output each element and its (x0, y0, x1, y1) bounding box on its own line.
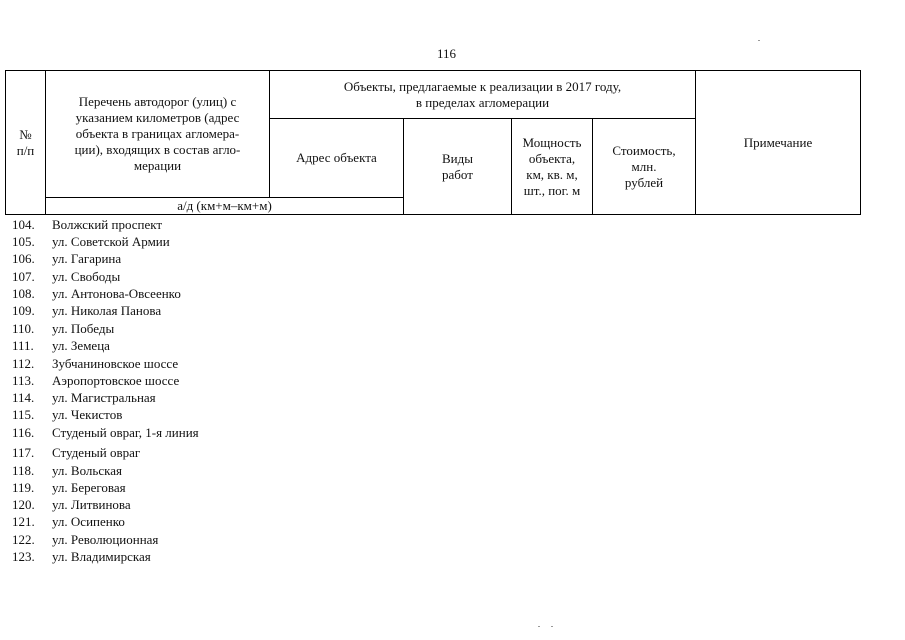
list-item (12, 479, 126, 496)
list-item (12, 320, 114, 337)
row-number: 105. (12, 234, 35, 249)
road-name: Студеный овраг, 1-я линия (52, 425, 199, 440)
road-name: ул. Вольская (52, 463, 122, 478)
row-number: 123. (12, 549, 35, 564)
list-item (12, 268, 120, 285)
list-item (12, 531, 158, 548)
road-name: ул. Антонова-Овсеенко (52, 286, 181, 301)
row-number: 121. (12, 514, 35, 529)
road-name: ул. Свободы (52, 269, 121, 284)
road-name: Волжский проспект (52, 217, 163, 232)
row-number: 109. (12, 303, 35, 318)
header-border-bottom (5, 214, 861, 215)
page-number: 116 (437, 46, 457, 61)
road-name: ул. Осипенко (52, 514, 125, 529)
row-number: 119. (12, 480, 35, 495)
road-name: ул. Гагарина (52, 251, 122, 266)
row-number: 122. (12, 532, 35, 547)
list-item (12, 372, 179, 389)
road-name: ул. Революционная (52, 532, 159, 547)
row-number: 104. (12, 217, 35, 232)
scan-speck (551, 626, 553, 627)
list-item (12, 424, 199, 441)
header-num: № п/п (16, 126, 35, 158)
road-name: Аэропортовское шоссе (52, 373, 180, 388)
road-name: ул. Магистральная (52, 390, 156, 405)
row-number: 113. (12, 373, 35, 388)
road-name: ул. Земеца (52, 338, 110, 353)
list-item (12, 250, 121, 267)
list-item (12, 337, 110, 354)
header-road-list-sub: а/д (км+м–км+м) (177, 198, 272, 213)
header-address: Адрес объекта (296, 150, 377, 165)
list-item (12, 389, 156, 406)
row-number: 106. (12, 251, 35, 266)
list-item (12, 496, 131, 513)
list-item (12, 233, 170, 250)
row-number: 112. (12, 356, 35, 371)
list-item (12, 548, 151, 565)
list-item (12, 444, 140, 461)
row-number: 108. (12, 286, 35, 301)
header-capacity: Мощность объекта, км, кв. м, шт., пог. м (522, 134, 582, 198)
row-number: 111. (12, 338, 34, 353)
road-name: ул. Советской Армии (52, 234, 170, 249)
header-work-types: Виды работ (442, 150, 473, 182)
header-note: Примечание (743, 134, 813, 150)
list-item (12, 285, 181, 302)
list-item (12, 302, 161, 319)
list-item (12, 355, 178, 372)
header-objects-group: Объекты, предлагаемые к реализации в 2017 году, в пределах агломерации (343, 78, 622, 110)
header-border-right (860, 70, 861, 215)
row-number: 116. (12, 425, 35, 440)
scan-speck (758, 40, 760, 41)
road-name: ул. Победы (52, 321, 115, 336)
list-item (12, 216, 162, 233)
header-road-list: Перечень автодорог (улиц) с указанием километров (адрес объекта в границах агломера- ции), входящих в состав агло- мерации (74, 94, 241, 173)
road-name: ул. Чекистов (52, 407, 123, 422)
row-number: 115. (12, 407, 35, 422)
road-name: ул. Владимирская (52, 549, 151, 564)
road-name: ул. Николая Панова (52, 303, 162, 318)
row-number: 110. (12, 321, 35, 336)
row-number: 117. (12, 445, 35, 460)
list-item (12, 406, 122, 423)
road-name: ул. Береговая (52, 480, 126, 495)
scan-speck (538, 626, 540, 627)
road-name: ул. Литвинова (52, 497, 131, 512)
list-item (12, 462, 122, 479)
row-number: 107. (12, 269, 35, 284)
row-number: 118. (12, 463, 35, 478)
list-item (12, 513, 125, 530)
header-cost: Стоимость, млн. рублей (612, 142, 676, 190)
row-number: 120. (12, 497, 35, 512)
road-name: Студеный овраг (52, 445, 141, 460)
row-number: 114. (12, 390, 35, 405)
road-name: Зубчаниновское шоссе (52, 356, 179, 371)
